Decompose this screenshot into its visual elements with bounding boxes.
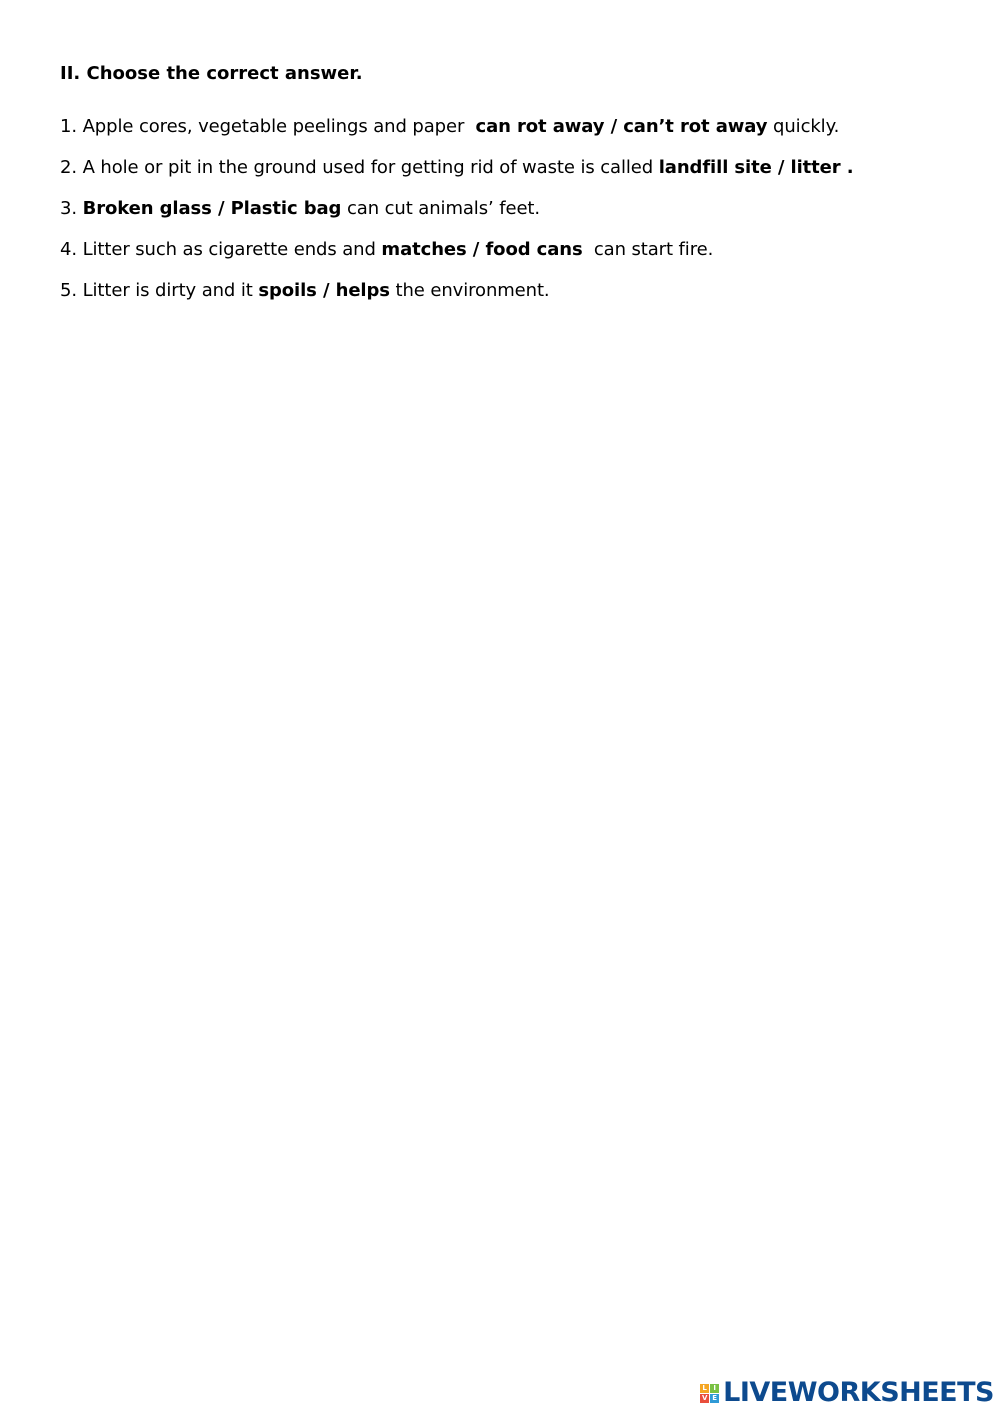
question-text-end: the environment. (389, 280, 550, 301)
logo-mark-tile: V (701, 1393, 708, 1402)
question-2 (60, 155, 940, 181)
question-text-end: can cut animals’ feet. (341, 198, 540, 219)
question-text: 3. (60, 198, 83, 219)
question-1 (60, 114, 940, 140)
question-text: 1. Apple cores, vegetable peelings and paper (60, 116, 476, 137)
question-4 (60, 237, 940, 263)
answer-options[interactable]: spoils / helps (258, 280, 390, 301)
logo-text: LIVEWORKSHEETS (723, 1377, 994, 1408)
question-text: 2. A hole or pit in the ground used for getting rid of waste is called (60, 157, 659, 178)
question-text: 5. Litter is dirty and it (60, 280, 259, 301)
logo-mark-tile: E (710, 1394, 719, 1403)
question-5 (60, 278, 940, 304)
question-3 (60, 196, 940, 222)
liveworksheets-logo[interactable] (700, 1378, 994, 1408)
question-text-end: quickly. (767, 116, 840, 137)
answer-options[interactable]: Broken glass / Plastic bag (82, 198, 342, 219)
question-list (60, 114, 940, 319)
answer-options[interactable]: landfill site / litter . (658, 157, 854, 178)
question-text: 4. Litter such as cigarette ends and (60, 239, 382, 260)
section-title: II. Choose the correct answer. (60, 63, 363, 84)
answer-options[interactable]: matches / food cans (381, 239, 583, 260)
logo-mark-tile: L (700, 1384, 709, 1393)
live-logo-icon (700, 1384, 719, 1403)
answer-options[interactable]: can rot away / can’t rot away (475, 116, 768, 137)
question-text-end: can start fire. (582, 239, 714, 260)
logo-mark-tile: I (710, 1384, 719, 1393)
